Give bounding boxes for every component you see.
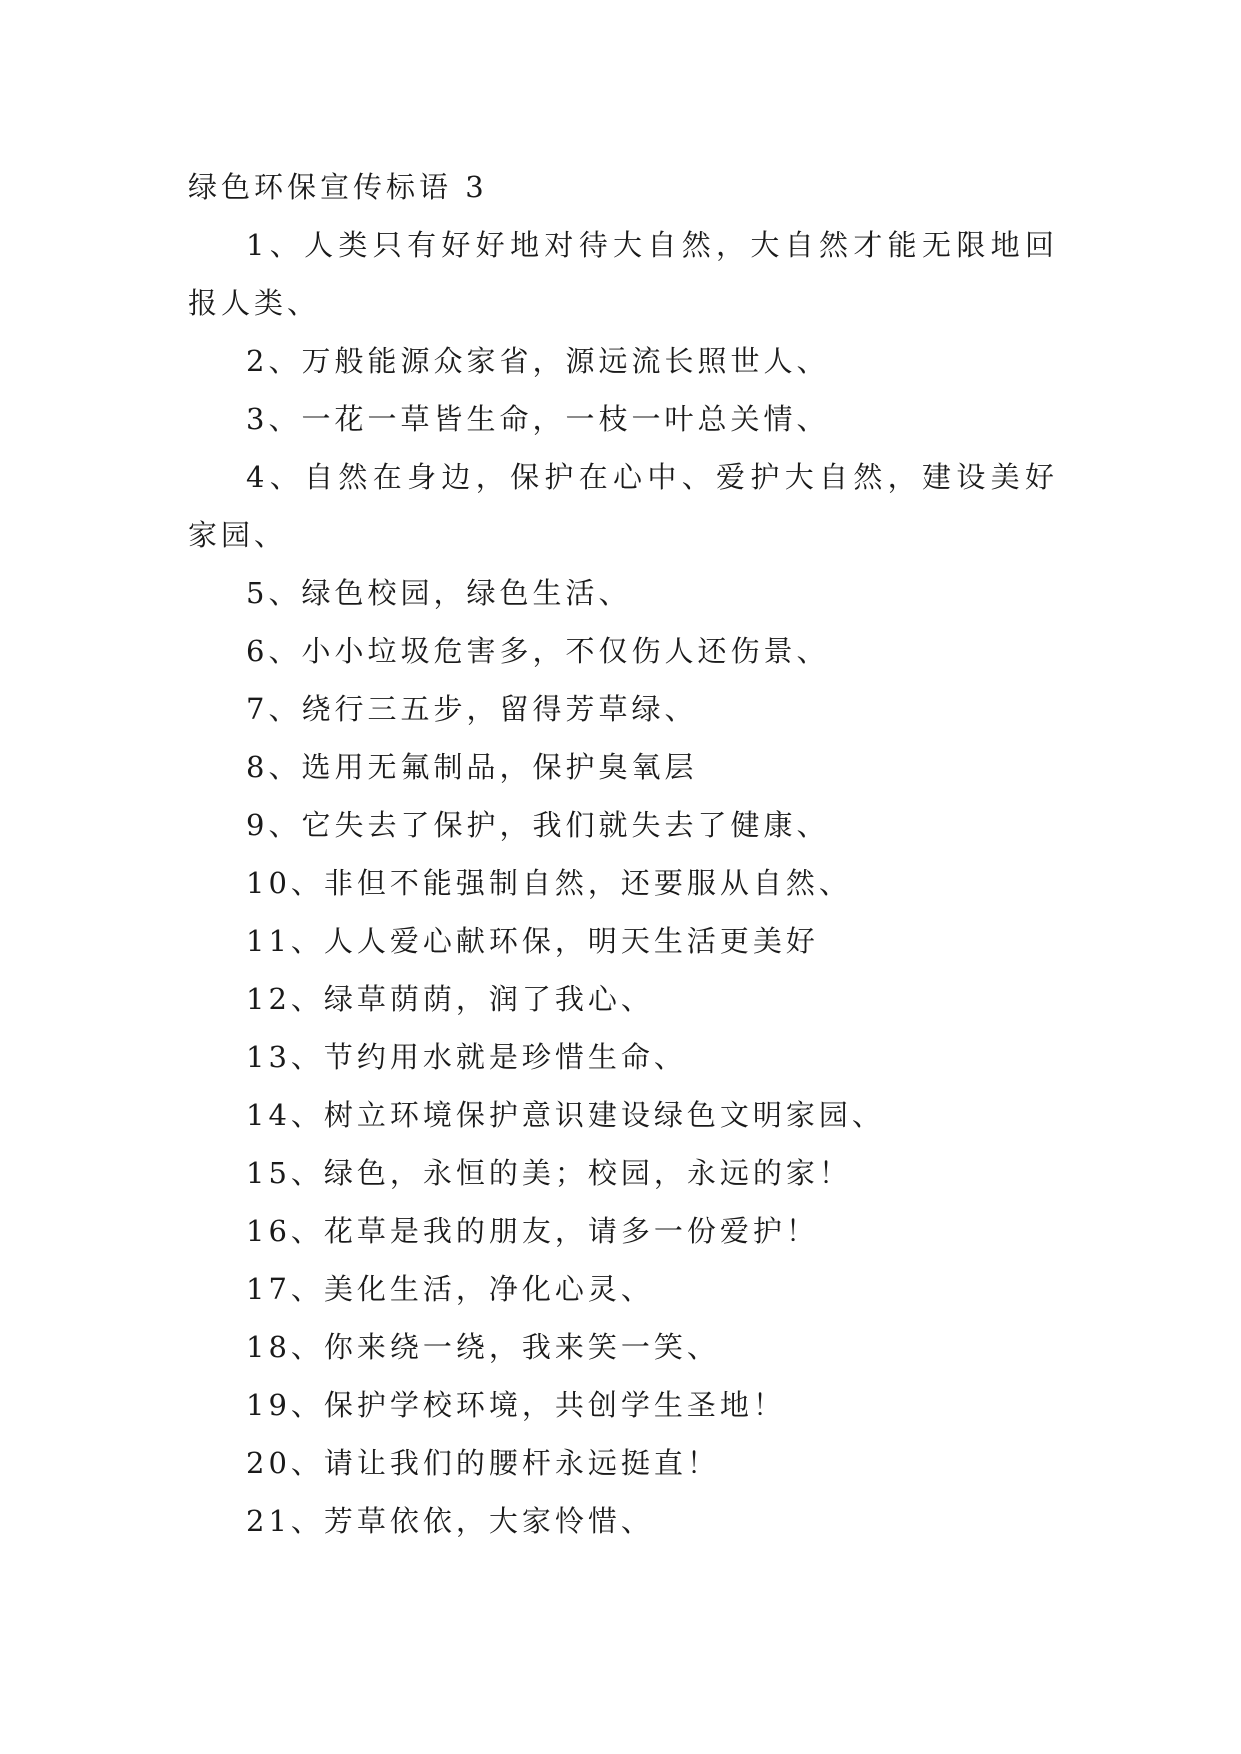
slogan-item: 6、小小垃圾危害多，不仅伤人还伤景、: [246, 634, 830, 668]
slogan-item: 14、树立环境保护意识建设绿色文明家园、: [246, 1098, 885, 1132]
slogan-item: 16、花草是我的朋友，请多一份爱护！: [246, 1214, 819, 1248]
slogan-item: 10、非但不能强制自然，还要服从自然、: [246, 866, 852, 900]
slogan-list: [188, 216, 1058, 1550]
slogan-item: 15、绿色，永恒的美；校园，永远的家！: [246, 1156, 852, 1190]
slogan-item: 8、选用无氟制品，保护臭氧层: [246, 750, 698, 784]
slogan-item: 12、绿草荫荫，润了我心、: [246, 982, 654, 1016]
slogan-item: 7、绕行三五步，留得芳草绿、: [246, 692, 698, 726]
slogan-item: 1、人类只有好好地对待大自然，大自然才能无限地回报人类、: [188, 228, 1058, 320]
slogan-item: 20、请让我们的腰杆永远挺直！: [246, 1446, 720, 1480]
document-body: [188, 158, 1058, 1550]
slogan-item: 4、自然在身边，保护在心中、爱护大自然，建设美好家园、: [188, 460, 1058, 552]
slogan-item: 2、万般能源众家省，源远流长照世人、: [246, 344, 830, 378]
slogan-item: 19、保护学校环境，共创学生圣地！: [246, 1388, 786, 1422]
slogan-item: 9、它失去了保护，我们就失去了健康、: [246, 808, 830, 842]
slogan-item: 11、人人爱心献环保，明天生活更美好: [246, 924, 819, 958]
slogan-item: 21、芳草依依，大家怜惜、: [246, 1504, 654, 1538]
slogan-item: 13、节约用水就是珍惜生命、: [246, 1040, 687, 1074]
document-title: 绿色环保宣传标语 3: [188, 170, 488, 204]
slogan-item: 3、一花一草皆生命，一枝一叶总关情、: [246, 402, 830, 436]
slogan-item: 17、美化生活，净化心灵、: [246, 1272, 654, 1306]
slogan-item: 18、你来绕一绕，我来笑一笑、: [246, 1330, 720, 1364]
slogan-item: 5、绿色校园，绿色生活、: [246, 576, 632, 610]
